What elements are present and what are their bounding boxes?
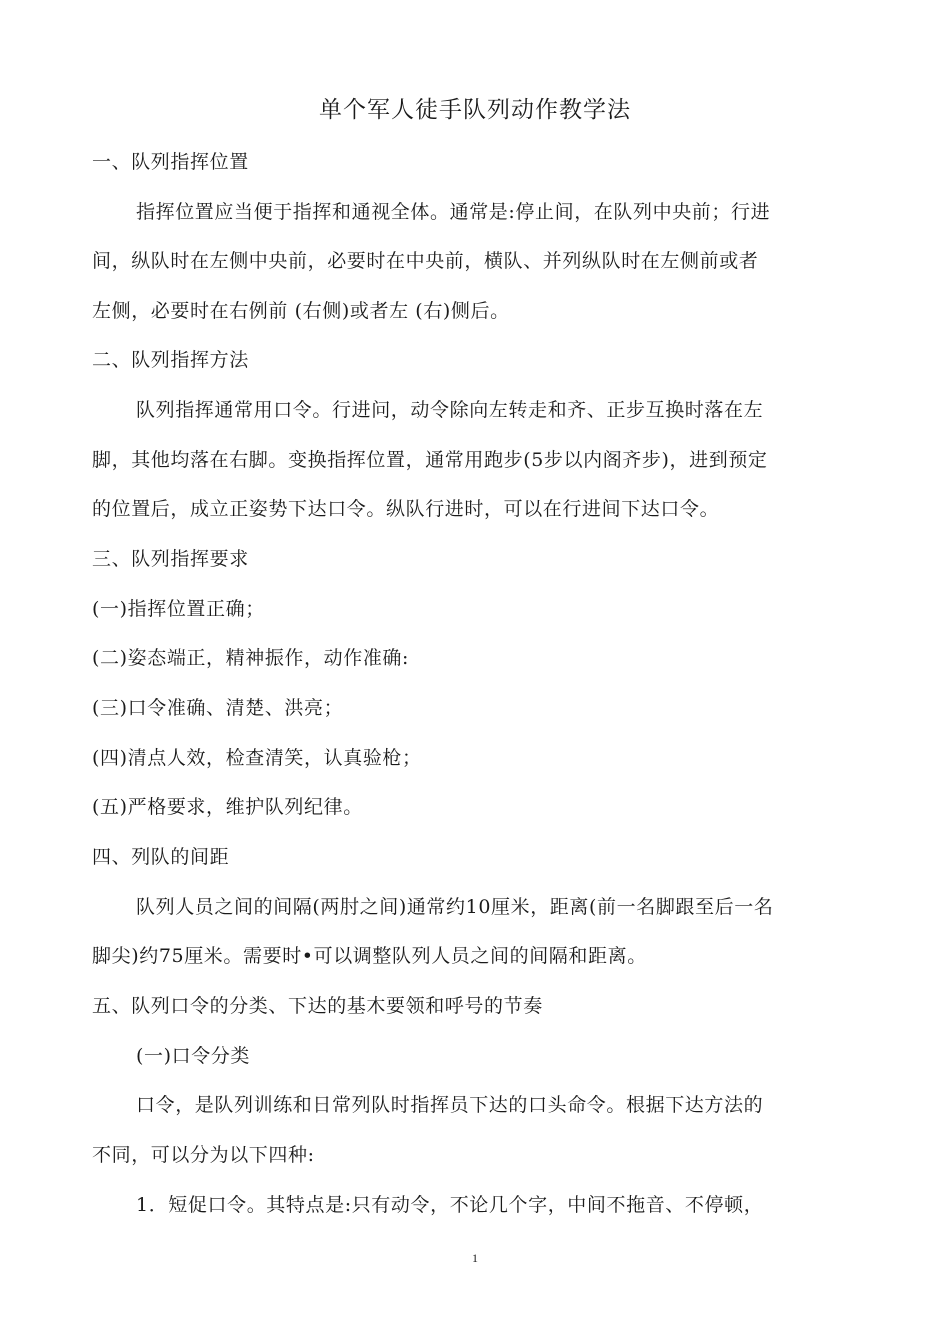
list-item: (一)指挥位置正确； [92, 598, 265, 620]
section-heading-3: 三、队列指挥要求 [92, 548, 249, 570]
paragraph-line: 间，纵队时在左侧中央前，必要时在中央前，横队、并列纵队时在左侧前或者 [92, 250, 759, 272]
paragraph-line: 脚，其他均落在右脚。变换指挥位置，通常用跑步(5步以内阁齐步)，进到预定 [92, 449, 768, 471]
page-number: 1 [472, 1251, 478, 1265]
section-heading-2: 二、队列指挥方法 [92, 349, 249, 371]
subsection-heading: (一)口令分类 [136, 1045, 251, 1067]
paragraph-line: 脚尖)约75厘米。需要时•可以调整队列人员之间的间隔和距离。 [92, 945, 647, 967]
section-heading-1: 一、队列指挥位置 [92, 151, 249, 173]
paragraph-line: 队列人员之间的间隔(两肘之间)通常约10厘米，距离(前一名脚跟至后一名 [136, 896, 774, 918]
paragraph-line: 的位置后，成立正姿势下达口令。纵队行进时，可以在行进间下达口令。 [92, 498, 720, 520]
paragraph-line: 不同，可以分为以下四种: [92, 1144, 315, 1166]
document-title: 单个军人徒手队列动作教学法 [319, 97, 631, 123]
paragraph-line: 队列指挥通常用口令。行进问，动令除向左转走和齐、正步互换时落在左 [136, 399, 764, 421]
paragraph-line: 口令，是队列训练和日常列队时指挥员下达的口头命令。根据下达方法的 [136, 1094, 764, 1116]
section-heading-4: 四、列队的间距 [92, 846, 230, 868]
list-item: (三)口令准确、清楚、洪亮； [92, 697, 344, 719]
list-item: (五)严格要求，维护队列纪律。 [92, 796, 363, 818]
paragraph-line: 1．短促口令。其特点是:只有动令，不论几个字，中间不拖音、不停顿， [136, 1194, 764, 1216]
list-item: (四)清点人效，检查清笑，认真验枪； [92, 747, 422, 769]
paragraph-line: 指挥位置应当便于指挥和通视全体。通常是:停止间，在队列中央前；行进 [136, 201, 771, 223]
list-item: (二)姿态端正，精神振作，动作准确: [92, 647, 410, 669]
paragraph-line: 左侧，必要时在右例前 (右侧)或者左 (右)侧后。 [92, 300, 510, 322]
section-heading-5: 五、队列口令的分类、下达的基木要领和呼号的节奏 [92, 995, 543, 1017]
